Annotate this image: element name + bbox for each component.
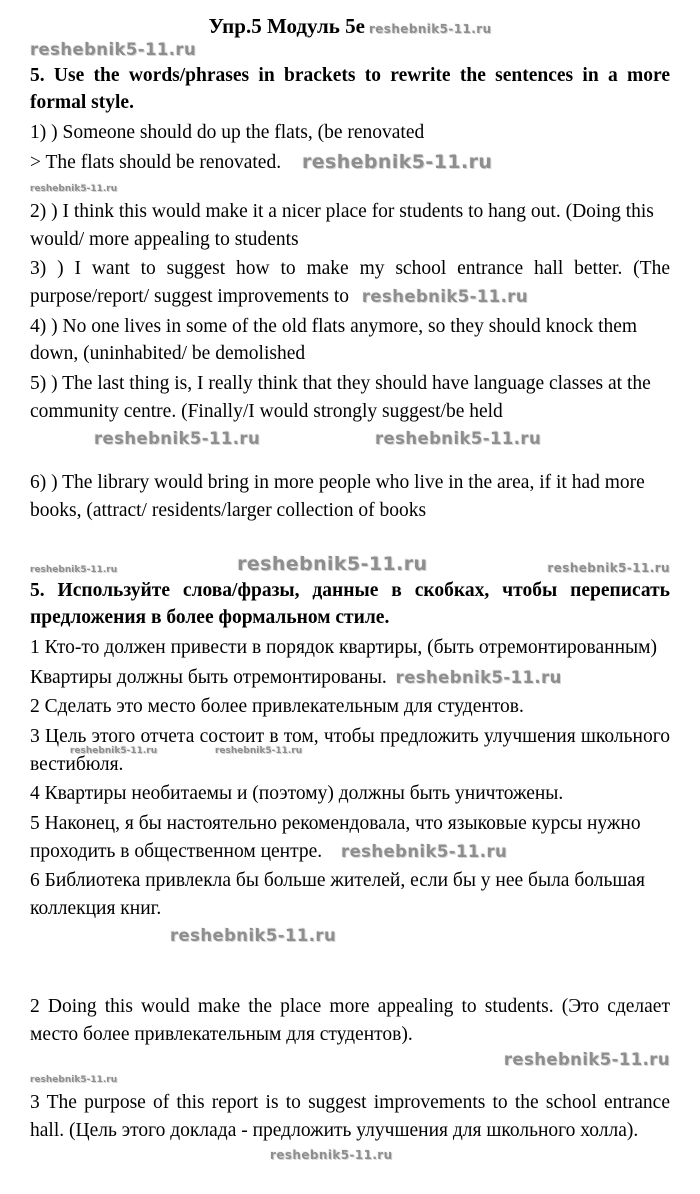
en-sentence-3-text: 3) ) I want to suggest how to make my school entrance hall better. (The purpose/report/ suggest improvements to (30, 258, 670, 307)
watermark: reshebnik5-11.ru (30, 1075, 118, 1086)
en-sentence-2-text: 2) ) I think this would make it a nicer place for students to hang out. (Doing this would/ more appealing to students (30, 200, 654, 250)
watermark: reshebnik5-11.ru (30, 184, 118, 195)
ru-sentence-2-text: 2 Сделать это место более привлекательным для студентов. (30, 696, 524, 718)
en-sentence-2 (30, 198, 670, 253)
exercise-title: Упр.5 Модуль 5e (208, 14, 365, 38)
answer-sentence-2 (30, 993, 670, 1048)
en-task-heading-text: 5. Use the words/phrases in brackets to rewrite the sentences in a more formal style. (30, 64, 670, 114)
watermark: reshebnik5-11.ru (368, 22, 492, 36)
watermark: reshebnik5-11.ru (70, 745, 158, 756)
en-sentence-1 (30, 119, 670, 147)
watermark: reshebnik5-11.ru (301, 150, 493, 173)
ru-sentence-1-answer-text: Квартиры должны быть отремонтированы. (30, 666, 387, 688)
watermark-line (30, 1051, 670, 1070)
watermark-row (30, 553, 670, 575)
ru-sentence-3-wrap (30, 723, 670, 778)
watermark: reshebnik5-11.ru (30, 40, 197, 59)
en-sentence-1-text: 1) ) Someone should do up the flats, (be renovated (30, 121, 425, 143)
watermark-line (270, 1146, 670, 1164)
en-sentence-3 (30, 255, 670, 310)
answer-sentence-2-text: 2 Doing this would make the place more appealing to students. (Это сделает место более привлекательным для студентов). (30, 996, 670, 1046)
watermark: reshebnik5-11.ru (361, 287, 528, 306)
watermark: reshebnik5-11.ru (94, 429, 261, 449)
watermark-line (30, 41, 670, 60)
ru-sentence-1-answer (30, 664, 670, 692)
watermark: reshebnik5-11.ru (270, 1148, 393, 1163)
ru-task-heading-text: 5. Используйте слова/фразы, данные в скобках, чтобы переписать предложения в более формальном стиле. (30, 579, 670, 629)
watermark-line (170, 927, 670, 946)
en-sentence-4-text: 4) ) No one lives in some of the old flats anymore, so they should knock them down, (uninhabited/ be demolished (30, 315, 638, 365)
answer-sentence-3 (30, 1089, 670, 1144)
watermark: reshebnik5-11.ru (215, 745, 303, 756)
en-sentence-5-text: 5) ) The last thing is, I really think that they should have language classes at the community centre. (Finally/I would strongly suggest/be held (30, 373, 651, 422)
en-sentence-5 (30, 370, 670, 453)
watermark-line (30, 178, 670, 196)
answer-sentence-3-text: 3 The purpose of this report is to suggest improvements to the school entrance hall. (Цель этого доклада - предложить улучшения для школьного холла). (30, 1091, 670, 1141)
ru-sentence-5 (30, 810, 670, 865)
watermark: reshebnik5-11.ru (341, 841, 508, 861)
watermark: reshebnik5-11.ru (237, 552, 428, 575)
ru-sentence-4 (30, 780, 670, 808)
watermark: reshebnik5-11.ru (170, 925, 337, 945)
en-task-heading (30, 62, 670, 117)
watermark: reshebnik5-11.ru (30, 564, 118, 575)
ru-task-heading (30, 577, 670, 632)
watermark-line (30, 1069, 670, 1087)
en-sentence-4 (30, 313, 670, 368)
en-sentence-1-answer (30, 149, 670, 177)
ru-sentence-5-text: 5 Наконец, я бы настоятельно рекомендовала, что языковые курсы нужно проходить в общественном центре. (30, 813, 641, 862)
title-row (30, 14, 670, 39)
watermark: reshebnik5-11.ru (503, 1049, 670, 1069)
ru-sentence-4-text: 4 Квартиры необитаемы и (поэтому) должны быть уничтожены. (30, 783, 564, 805)
watermark: reshebnik5-11.ru (395, 667, 562, 687)
en-sentence-6 (30, 469, 670, 524)
ru-sentence-1-text: 1 Кто-то должен привести в порядок квартиры, (быть отремонтированным) (30, 636, 657, 658)
ru-sentence-1 (30, 634, 670, 662)
watermark: reshebnik5-11.ru (375, 429, 542, 449)
watermark: reshebnik5-11.ru (547, 560, 670, 575)
ru-sentence-6-text: 6 Библиотека привлекла бы больше жителей, если бы у нее была большая коллекция книг. (30, 870, 646, 920)
ru-sentence-6 (30, 867, 670, 922)
en-sentence-6-text: 6) ) The library would bring in more people who live in the area, if it had more books, (attract/ residents/larger collection of books (30, 472, 645, 521)
en-sentence-1-answer-text: > The flats should be renovated. (30, 151, 282, 173)
section-gap (30, 945, 670, 991)
ru-sentence-3-text: 3 Цель этого отчета состоит в том, чтобы предложить улучшения школьного вестибюля. (30, 725, 670, 775)
ru-sentence-2 (30, 693, 670, 721)
